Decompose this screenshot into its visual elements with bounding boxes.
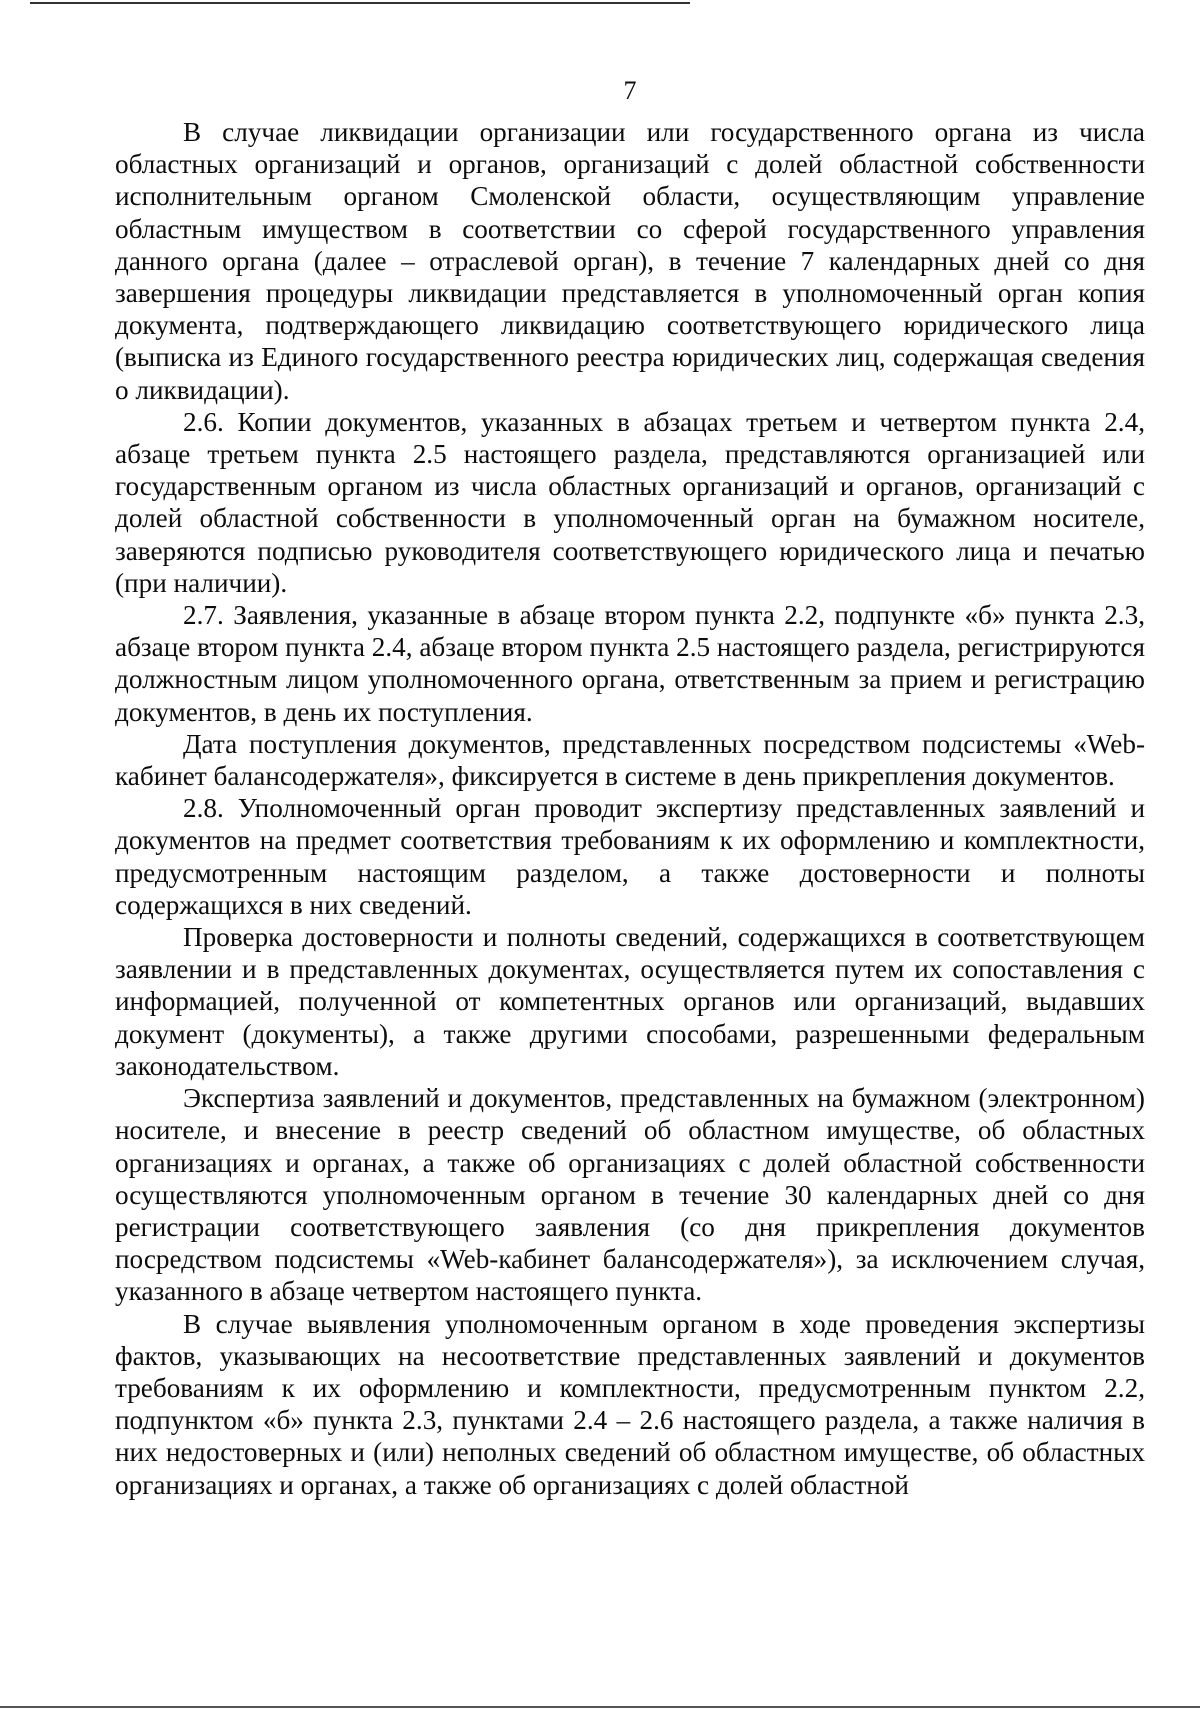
paragraph-verification: Проверка достоверности и полноты сведений, содержащихся в соответствующем заявлении и в представленных документах, осуществляется путем их сопоставления с информацией, полученной от компетентных органов или организаций, выдавших документ (документы), а также другими способами, разрешенными федеральным законодательством.	[115, 922, 1145, 1081]
paragraph-discrepancy: В случае выявления уполномоченным органом в ходе проведения экспертизы фактов, указывающих на несоответствие представленных заявлений и документов требованиям к их оформлению и комплектности, предусмотренным пунктом 2.2, подпунктом «б» пункта 2.3, пунктами 2.4 – 2.6 настоящего раздела, а также наличия в них недостоверных и (или) неполных сведений об областном имуществе, об областных организациях и органах, а также об организациях с долей областной	[115, 1308, 1145, 1500]
paragraph-2-7: 2.7. Заявления, указанные в абзаце втором пункта 2.2, подпункте «б» пункта 2.3, абзаце втором пункта 2.4, абзаце втором пункта 2.5 настоящего раздела, регистрируются должностным лицом уполномоченного органа, ответственным за прием и регистрацию документов, в день их поступления.	[115, 600, 1145, 727]
paragraph-2-6: 2.6. Копии документов, указанных в абзацах третьем и четвертом пункта 2.4, абзаце третьем пункта 2.5 настоящего раздела, представляются организацией или государственным органом из числа областных организаций и органов, организаций с долей областной собственности в уполномоченный орган на бумажном носителе, заверяются подписью руководителя соответствующего юридического лица и печатью (при наличии).	[115, 406, 1145, 598]
paragraph-expertise: Экспертиза заявлений и документов, представленных на бумажном (электронном) носителе, и внесение в реестр сведений об областном имуществе, об областных организациях и органах, а также об организациях с долей областной собственности осуществляются уполномоченным органом в течение 30 календарных дней со дня регистрации соответствующего заявления (со дня прикрепления документов посредством подсистемы «Web-кабинет балансодержателя»), за исключением случая, указанного в абзаце четвертом настоящего пункта.	[115, 1083, 1145, 1307]
paragraph-2-8: 2.8. Уполномоченный орган проводит экспертизу представленных заявлений и документов на предмет соответствия требованиям к их оформлению и комплектности, предусмотренным настоящим разделом, а также достоверности и полноты содержащихся в них сведений.	[115, 793, 1145, 920]
document-body	[115, 116, 1145, 1501]
paragraph-receipt-date: Дата поступления документов, представленных посредством подсистемы «Web-кабинет балансодержателя», фиксируется в системе в день прикрепления документов.	[115, 728, 1145, 792]
page-number: 7	[623, 76, 637, 105]
paragraph-liquidation: В случае ликвидации организации или государственного органа из числа областных организаций и органов, организаций с долей областной собственности исполнительным органом Смоленской области, осуществляющим управление областным имуществом в соответствии со сферой государственного управления данного органа (далее – отраслевой орган), в течение 7 календарных дней со дня завершения процедуры ликвидации представляется в уполномоченный орган копия документа, подтверждающего ликвидацию соответствующего юридического лица (выписка из Единого государственного реестра юридических лиц, содержащая сведения о ликвидации).	[115, 117, 1145, 405]
bottom-edge-line	[0, 1706, 1200, 1708]
top-edge-line	[30, 2, 690, 4]
